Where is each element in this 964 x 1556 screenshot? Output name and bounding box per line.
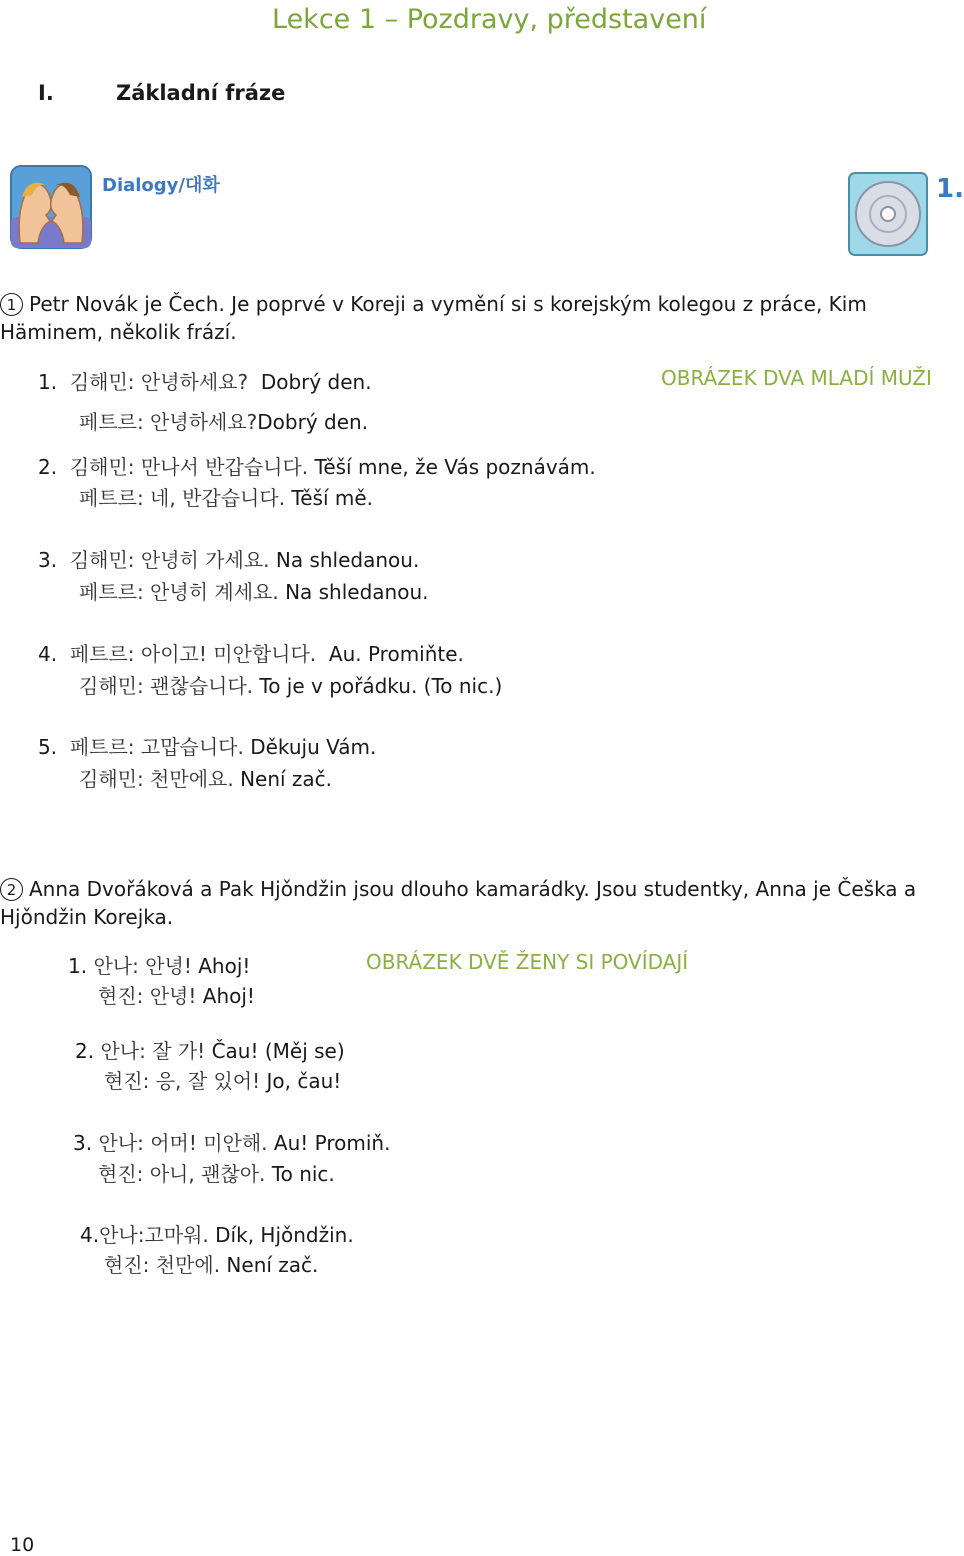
korean-text: 안나:고마워. bbox=[99, 1223, 209, 1247]
czech-text: Těší mě. bbox=[291, 486, 374, 510]
dialog-line bbox=[38, 366, 372, 395]
part1-image-note: OBRÁZEK DVA MLADÍ MUŽI bbox=[661, 366, 932, 390]
dialog-line bbox=[104, 1249, 318, 1278]
dialog-line bbox=[73, 1127, 390, 1156]
korean-text: 현진: 천만에. bbox=[104, 1253, 221, 1277]
page-title: Lekce 1 – Pozdravy, představení bbox=[272, 4, 707, 35]
faces-icon bbox=[10, 165, 92, 249]
dialog-line bbox=[68, 950, 250, 979]
korean-text: 김해민: 안녕하세요? bbox=[69, 370, 249, 394]
cd-track-number: 1. bbox=[936, 174, 964, 204]
line-number: 4. bbox=[80, 1223, 100, 1247]
czech-text: Těší mne, že Vás poznávám. bbox=[314, 455, 596, 479]
czech-text: Dobrý den. bbox=[257, 410, 369, 434]
cd-icon bbox=[848, 172, 928, 256]
dialogue-banner-label: Dialogy/대화 bbox=[102, 175, 220, 196]
czech-text: Na shledanou. bbox=[275, 548, 420, 572]
dialog-line bbox=[80, 1219, 354, 1248]
dialog-line bbox=[98, 980, 255, 1009]
czech-text: Dobrý den. bbox=[260, 370, 372, 394]
korean-text: 안나: 안녕! bbox=[93, 954, 192, 978]
korean-text: 김해민: 괜찮습니다. bbox=[79, 674, 254, 698]
czech-text: Ahoj! bbox=[198, 954, 251, 978]
korean-text: 김해민: 천만에요. bbox=[79, 767, 234, 791]
part1-intro: Petr Novák je Čech. Je poprvé v Koreji a vymění si s korejským kolegou z práce, Kim Häminem, několik frází. bbox=[0, 292, 867, 344]
line-number: 5. bbox=[38, 735, 58, 759]
part2-intro: Anna Dvořáková a Pak Hjǒndžin jsou dlouho kamarádky. Jsou studentky, Anna je Češka a Hjǒndžin Korejka. bbox=[0, 877, 917, 929]
dialog-line bbox=[98, 1158, 335, 1187]
korean-text: 페트르: 아이고! 미안합니다. bbox=[69, 642, 317, 666]
czech-text: Dík, Hjǒndžin. bbox=[215, 1223, 354, 1247]
line-number: 2. bbox=[38, 455, 58, 479]
korean-text: 페트르: 네, 반갑습니다. bbox=[79, 486, 286, 510]
line-number: 1. bbox=[68, 954, 88, 978]
dialog-line bbox=[79, 763, 332, 792]
dialog-line bbox=[79, 576, 429, 605]
korean-text: 김해민: 만나서 반갑습니다. bbox=[69, 455, 309, 479]
korean-text: 현진: 응, 잘 있어! bbox=[104, 1069, 261, 1093]
czech-text: To nic. bbox=[271, 1162, 335, 1186]
korean-text: 페트르: 안녕히 계세요. bbox=[79, 580, 279, 604]
korean-text: 페트르: 안녕하세요? bbox=[79, 410, 258, 434]
korean-text: 안나: 어머! 미안해. bbox=[98, 1131, 268, 1155]
part1-marker: 1 bbox=[0, 293, 23, 316]
dialog-line bbox=[75, 1035, 345, 1064]
czech-text: Není zač. bbox=[240, 767, 333, 791]
dialog-line bbox=[104, 1065, 341, 1094]
part2-image-note: OBRÁZEK DVĚ ŽENY SI POVÍDAJÍ bbox=[366, 950, 689, 974]
part2-intro-block bbox=[0, 875, 950, 931]
czech-text: Jo, čau! bbox=[266, 1069, 342, 1093]
dialog-line bbox=[38, 544, 419, 573]
dialog-line bbox=[38, 638, 464, 667]
line-number: 4. bbox=[38, 642, 58, 666]
page-number: 10 bbox=[10, 1534, 35, 1556]
czech-text: Není zač. bbox=[226, 1253, 319, 1277]
dialog-line bbox=[38, 451, 596, 480]
line-number: 2. bbox=[75, 1039, 95, 1063]
czech-text: Au. Promiňte. bbox=[328, 642, 464, 666]
korean-text: 안나: 잘 가! bbox=[100, 1039, 206, 1063]
czech-text: Děkuju Vám. bbox=[250, 735, 377, 759]
line-number: 1. bbox=[38, 370, 58, 394]
czech-text: Čau! (Měj se) bbox=[211, 1039, 345, 1063]
czech-text: To je v pořádku. (To nic.) bbox=[259, 674, 503, 698]
dialog-line bbox=[79, 482, 373, 511]
korean-text: 페트르: 고맙습니다. bbox=[69, 735, 244, 759]
czech-text: Ahoj! bbox=[202, 984, 255, 1008]
line-number: 3. bbox=[73, 1131, 93, 1155]
dialog-line bbox=[79, 670, 502, 699]
part2-marker: 2 bbox=[0, 878, 23, 901]
dialog-line bbox=[38, 731, 376, 760]
part1-intro-block bbox=[0, 290, 950, 346]
dialog-line bbox=[79, 406, 368, 435]
czech-text: Au! Promiň. bbox=[273, 1131, 391, 1155]
section-title: Základní fráze bbox=[116, 81, 286, 105]
dialogue-banner bbox=[10, 165, 240, 251]
korean-text: 현진: 아니, 괜찮아. bbox=[98, 1162, 266, 1186]
czech-text: Na shledanou. bbox=[285, 580, 429, 604]
korean-text: 김해민: 안녕히 가세요. bbox=[69, 548, 270, 572]
cd-badge bbox=[848, 172, 964, 256]
section-number: I. bbox=[38, 81, 54, 105]
korean-text: 현진: 안녕! bbox=[98, 984, 197, 1008]
line-number: 3. bbox=[38, 548, 58, 572]
